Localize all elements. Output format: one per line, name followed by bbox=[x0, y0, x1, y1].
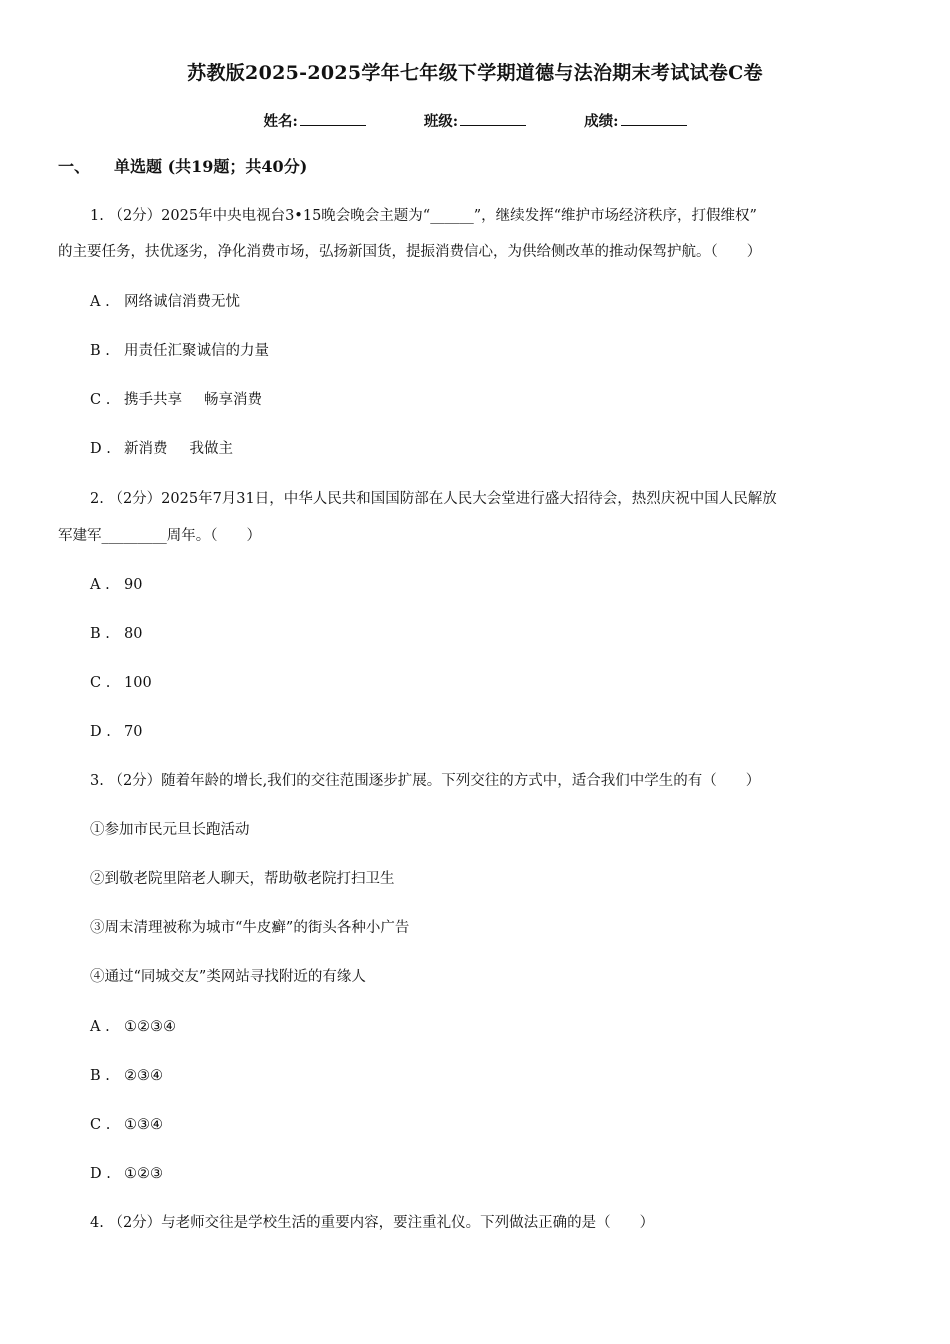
question-1-option-a: A . 网络诚信消费无忧 bbox=[90, 294, 240, 310]
section-title: 单选题 (共19题；共40分) bbox=[114, 157, 308, 176]
question-3-item-4: ④通过“同城交友”类网站寻找附近的有缘人 bbox=[90, 969, 366, 985]
question-1-text: 1. （2分）2025年中央电视台3•15晚会晚会主题为“______”，继续发挥“维护市场经济秩序，打假维权” bbox=[90, 208, 757, 224]
name-label: 姓名: bbox=[263, 113, 298, 130]
section-number: 一、 bbox=[58, 157, 91, 176]
page-title: 苏教版2025-2025学年七年级下学期道德与法治期末考试试卷C卷 bbox=[187, 62, 763, 84]
question-3-item-3: ③周末清理被称为城市“牛皮癣”的街头各种小广告 bbox=[90, 920, 410, 936]
question-3-text: 3. （2分）随着年龄的增长,我们的交往范围逐步扩展。下列交往的方式中，适合我们中学生的有（ ） bbox=[90, 773, 761, 789]
question-3-option-d: D . ①②③ bbox=[90, 1166, 163, 1182]
question-1-text-cont: 的主要任务，扶优逐劣，净化消费市场，弘扬新国货，提振消费信心，为供给侧改革的推动保驾护航。（ ） bbox=[58, 244, 762, 260]
question-3-item-2: ②到敬老院里陪老人聊天，帮助敬老院打扫卫生 bbox=[90, 871, 395, 887]
name-blank bbox=[300, 111, 366, 126]
question-3-option-b: B . ②③④ bbox=[90, 1068, 163, 1084]
score-field bbox=[584, 110, 686, 131]
question-2-option-c: C . 100 bbox=[90, 675, 152, 691]
question-2-option-d: D . 70 bbox=[90, 724, 143, 740]
question-3-option-c: C . ①③④ bbox=[90, 1117, 163, 1133]
question-2-option-b: B . 80 bbox=[90, 626, 143, 642]
class-label: 班级: bbox=[423, 113, 459, 130]
question-3-option-a: A . ①②③④ bbox=[90, 1019, 176, 1035]
question-4-text: 4. （2分）与老师交往是学校生活的重要内容，要注重礼仪。下列做法正确的是（ ） bbox=[90, 1215, 655, 1231]
score-label: 成绩: bbox=[584, 113, 619, 130]
question-3-item-1: ①参加市民元旦长跑活动 bbox=[90, 822, 250, 838]
question-1-option-b: B . 用责任汇聚诚信的力量 bbox=[90, 343, 269, 359]
question-1-option-c: C . 携手共享 畅享消费 bbox=[90, 392, 262, 408]
section-heading bbox=[58, 154, 307, 177]
student-info-row bbox=[0, 110, 950, 131]
score-blank bbox=[621, 111, 687, 126]
question-2-option-a: A . 90 bbox=[90, 577, 143, 593]
question-2-text: 2. （2分）2025年7月31日，中华人民共和国国防部在人民大会堂进行盛大招待会，热烈庆祝中国人民解放 bbox=[90, 491, 777, 507]
question-1-option-d: D . 新消费 我做主 bbox=[90, 441, 233, 457]
question-2-text-cont: 军建军_________周年。（ ） bbox=[58, 528, 261, 544]
class-blank bbox=[460, 111, 526, 126]
name-field bbox=[263, 110, 365, 131]
class-field bbox=[424, 110, 526, 131]
